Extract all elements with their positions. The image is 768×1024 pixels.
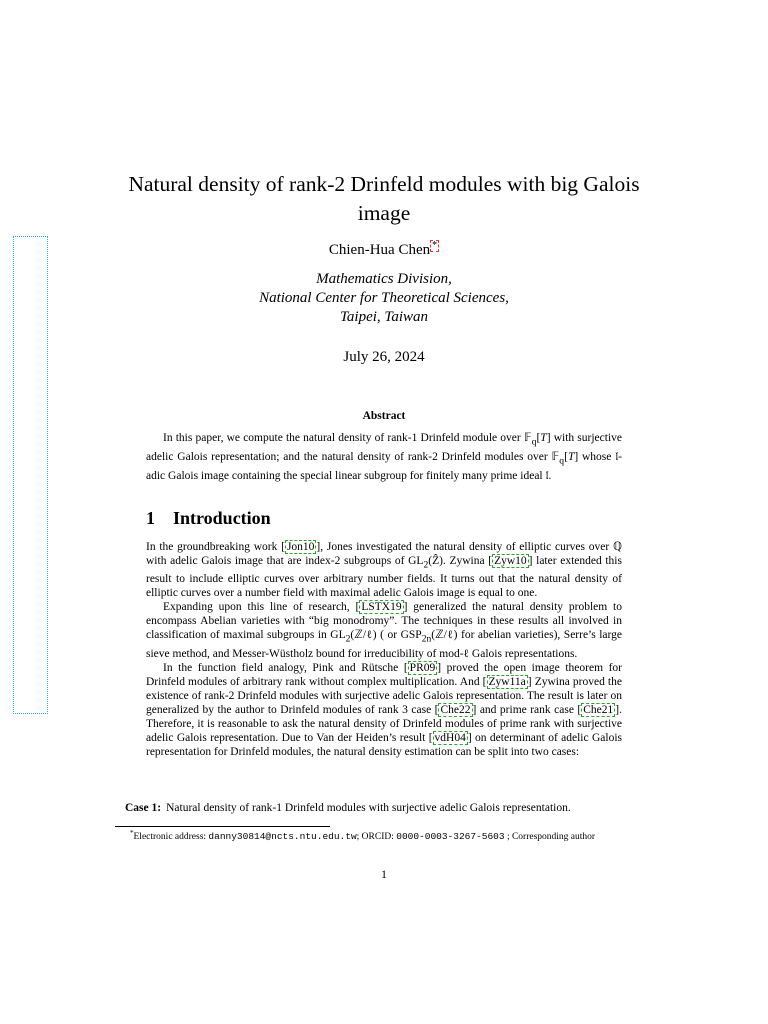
paragraph: In the function field analogy, Pink and Rütsche [ PR09 ] proved the open image theorem for Drinfeld modules of arbitrary rank without complex multiplication. And [ Zyw11a ] Zywina proved the existence of rank-2 Drinfeld modules with surjective adelic Galois representation. The result is later on generalized by the author to Drinfeld modules of rank 3 case [ Che22 ] and prime rank case [ Che21 ]. Therefore, it is reasonable to ask the natural density of Drinfeld modules of prime rank with surjective adelic Galois representation. Due to Van der Heiden’s result [ vdH04 ] on determinant of adelic Galois representation for Drinfeld modules, the natural density estimation can be split into two cases: xyxy=(146,661,622,758)
case-1 xyxy=(125,802,645,814)
citation-link[interactable]: Che21 xyxy=(583,703,614,716)
affiliation-line: National Center for Theoretical Sciences, xyxy=(259,290,509,306)
abstract-text: In this paper, we compute the natural density of rank-1 Drinfeld module over 𝔽$_q$[T] with surjective adelic Galois representation; and the natural density of rank-2 Drinfeld modules over 𝔽$_q$[T] whose 𝔩-adic Galois image containing the special linear subgroup for finitely many prime ideal 𝔩. xyxy=(146,432,622,482)
paragraph: In the groundbreaking work [ Jon10 ], Jones investigated the natural density of elliptic curves over ℚ with adelic Galois image that are index-2 subgroups of $GL_2(Ẑ)$. Zywina [ Zyw10 ] later extended this result to include elliptic curves over arbitrary number fields. It turns out that the natural density of elliptic curves over a number field with maximal adelic Galois image is equal to one. xyxy=(146,541,623,600)
author-line xyxy=(0,240,768,259)
citation-link[interactable]: Che22 xyxy=(440,703,471,716)
paper-title: Natural density of rank-2 Drinfeld modules with big Galois image xyxy=(128,172,640,225)
footnote-rule xyxy=(115,826,330,827)
email-link[interactable]: danny30814@ncts.ntu.edu.tw xyxy=(208,831,357,843)
section-number: 1 xyxy=(146,508,155,528)
case-label: Case 1: xyxy=(125,802,162,814)
section-title: Introduction xyxy=(173,508,271,528)
affiliation-line: Mathematics Division, xyxy=(316,271,452,287)
affiliation xyxy=(0,270,768,327)
citation-link[interactable]: vdH04 xyxy=(434,731,466,744)
citation-link[interactable]: Jon10 xyxy=(286,541,315,553)
author-name: Chien-Hua Chen xyxy=(328,242,431,258)
case-text: Natural density of rank-1 Drinfeld modules with surjective adelic Galois representation. xyxy=(166,802,571,814)
paragraph: Expanding upon this line of research, [ LSTX19 ] generalized the natural density problem to encompass Abelian varieties with “big monodromy”. The techniques in these results all involved in classification of maximal subgroups in $GL_2(ℤ/\ell)$ ( or $GSP_{2n}(ℤ/\ell)$ for abelian varieties), Serre’s large sieve method, and Messer-Wüstholz bound for irreducibility of mod-ℓ Galois representations. xyxy=(146,601,623,660)
citation-link[interactable]: Zyw10 xyxy=(494,555,527,567)
citation-link[interactable]: LSTX19 xyxy=(361,601,402,614)
introduction-body xyxy=(146,540,622,759)
citation-link[interactable]: PR09 xyxy=(409,661,436,674)
orcid-id: 0000-0003-3267-5603 xyxy=(396,831,505,843)
footnote-link[interactable]: * xyxy=(432,240,438,251)
affiliation-line: Taipei, Taiwan xyxy=(339,309,429,325)
citation-link[interactable]: Zyw11a xyxy=(488,675,526,688)
paper-date: July 26, 2024 xyxy=(343,349,425,365)
section-heading xyxy=(146,508,271,529)
footnote: *Electronic address: danny30814@ncts.ntu.edu.tw; ORCID: 0000-0003-3267-5603 ; Corresponding author xyxy=(130,829,596,843)
abstract-heading: Abstract xyxy=(362,410,406,422)
page-number: 1 xyxy=(381,867,387,881)
